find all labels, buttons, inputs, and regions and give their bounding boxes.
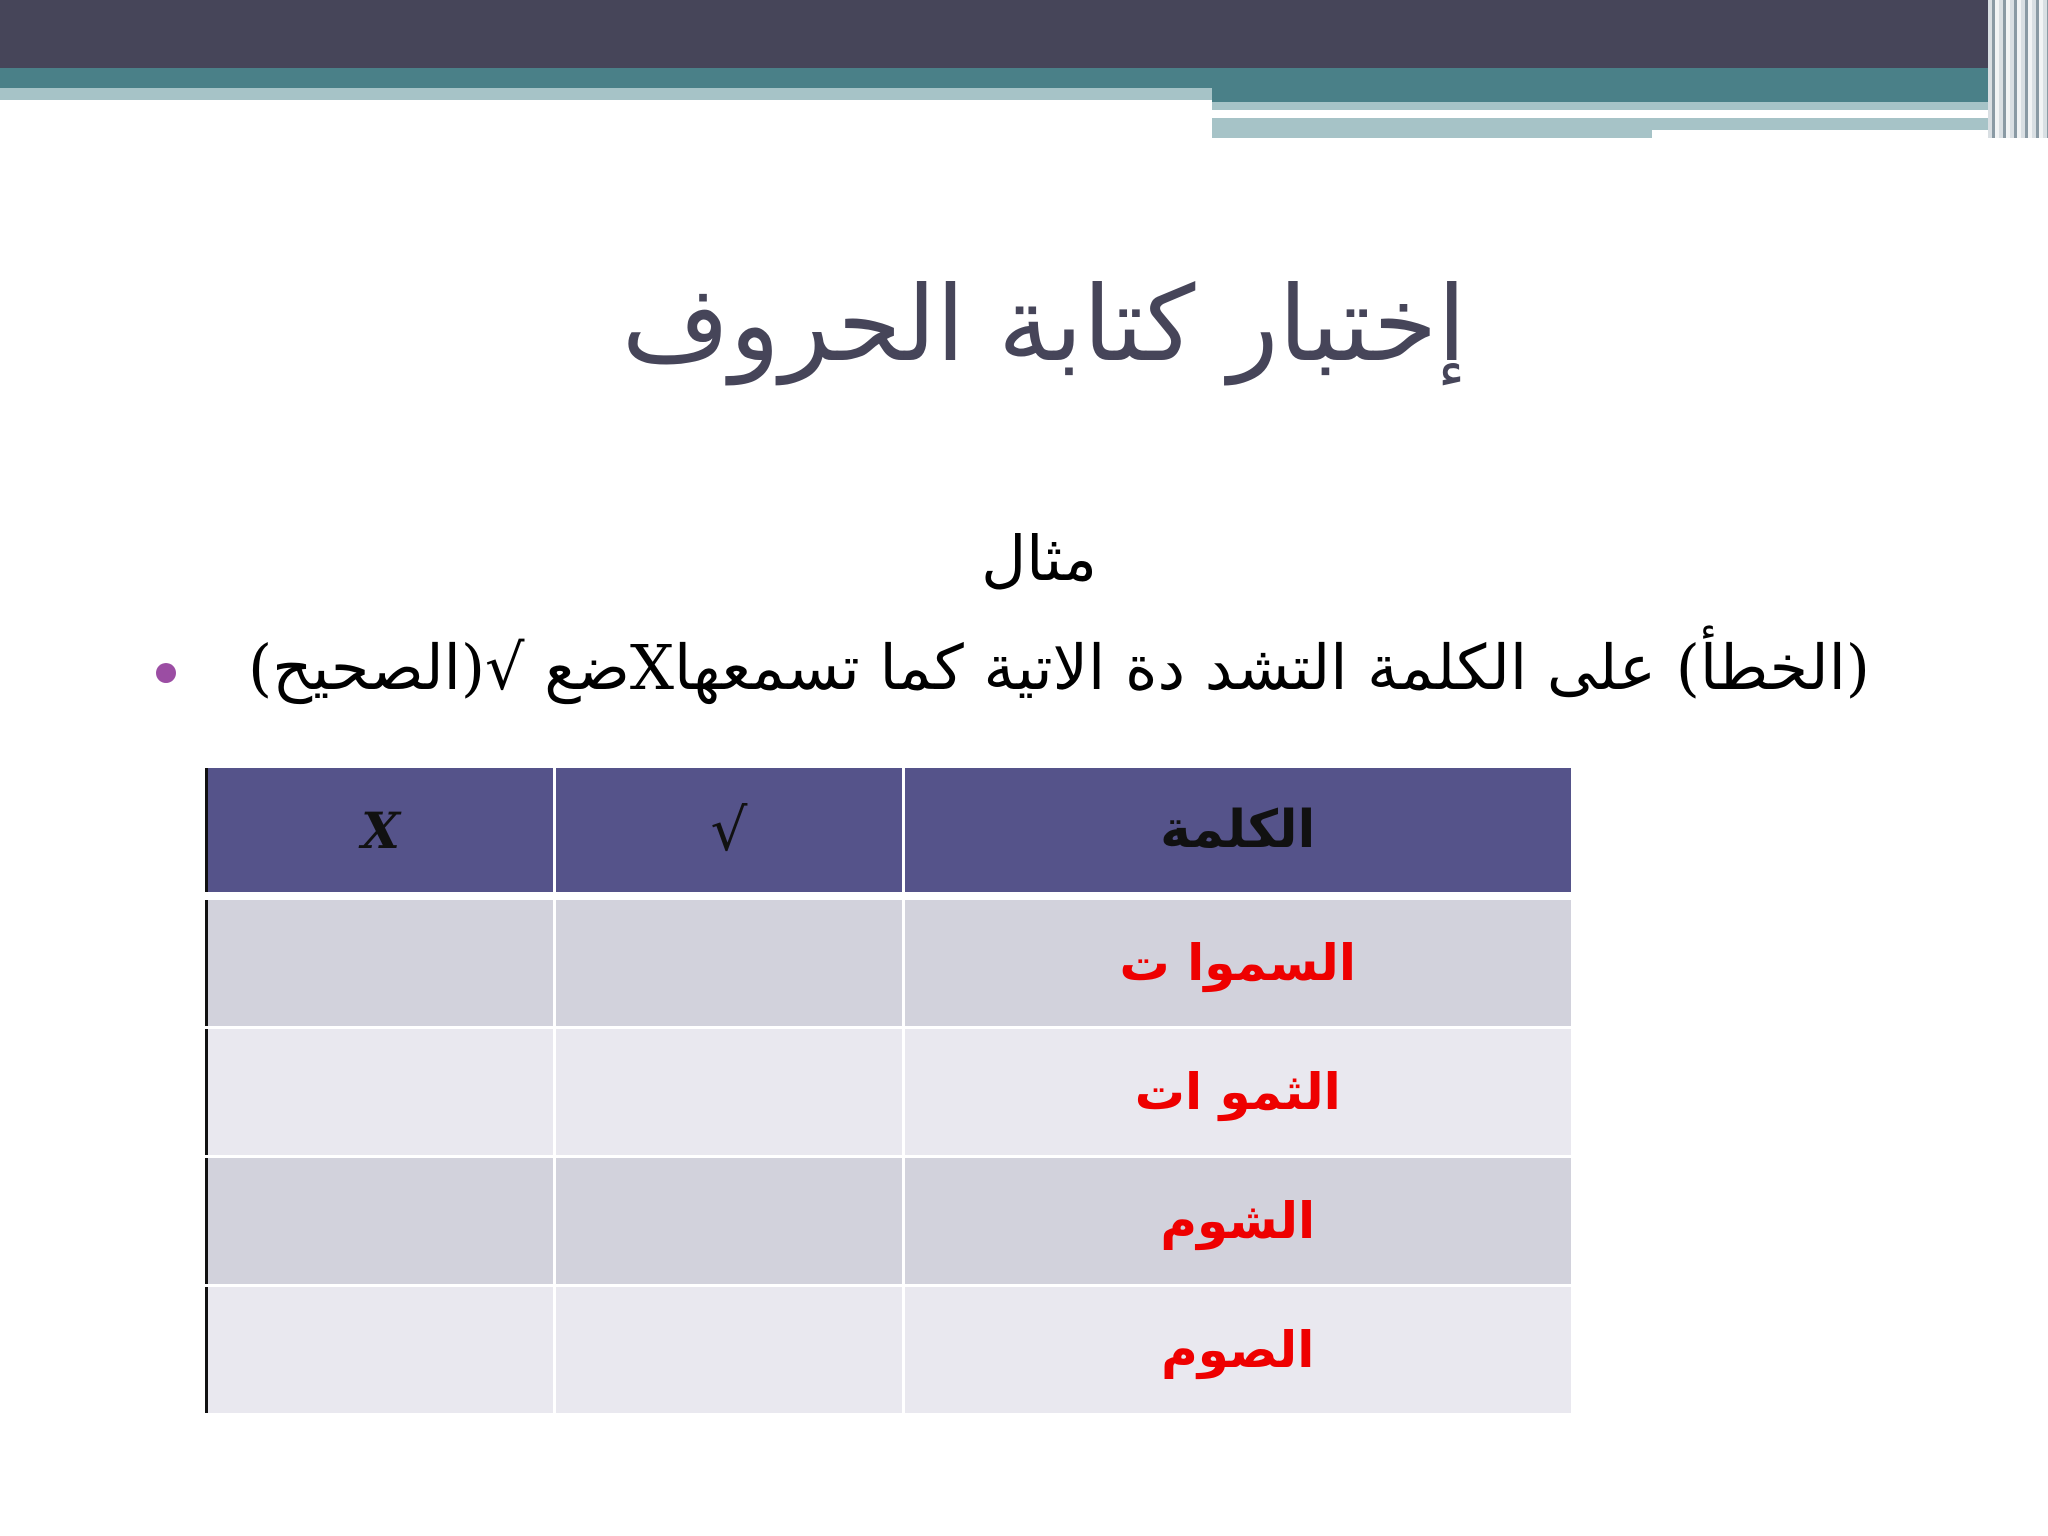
quiz-table: [205, 768, 1571, 1416]
header-word: الكلمة: [904, 768, 1571, 896]
cell-word: الصوم: [904, 1286, 1571, 1415]
cell-word: الشوم: [904, 1157, 1571, 1286]
cell-correct[interactable]: [555, 896, 904, 1028]
header-bar-teal: [0, 68, 2048, 88]
cell-correct[interactable]: [555, 1028, 904, 1157]
cell-wrong[interactable]: [207, 896, 555, 1028]
cell-wrong[interactable]: [207, 1157, 555, 1286]
example-heading: مثال: [981, 522, 1097, 595]
header-wrong: X: [207, 768, 555, 896]
table-row: [207, 1286, 1571, 1415]
header-bar-dark: [0, 0, 2048, 68]
cell-wrong[interactable]: [207, 1028, 555, 1157]
cell-word: الثمو ات: [904, 1028, 1571, 1157]
slide-title: إختبار كتابة الحروف: [621, 263, 1467, 385]
cell-correct[interactable]: [555, 1157, 904, 1286]
header-bar-right-white-line-2: [1652, 130, 2012, 138]
table-row: [207, 1028, 1571, 1157]
table-row: [207, 896, 1571, 1028]
header-bar-right-teal: [1212, 88, 2048, 102]
table-row: [207, 1157, 1571, 1286]
table-header-row: [207, 768, 1571, 896]
header-stripes-decoration: [1988, 0, 2048, 138]
header-bar-right-light: [1212, 102, 2048, 110]
cell-word: السموا ت: [904, 896, 1571, 1028]
header-bar-teal-light: [0, 88, 1212, 100]
instruction-bullet: [140, 622, 1870, 712]
header-correct: √: [555, 768, 904, 896]
cell-correct[interactable]: [555, 1286, 904, 1415]
cell-wrong[interactable]: [207, 1286, 555, 1415]
instruction-text: (الخطأ) على الكلمة التشد دة الاتية كما تسمعهاXضع √(الصحيح): [248, 630, 1870, 704]
